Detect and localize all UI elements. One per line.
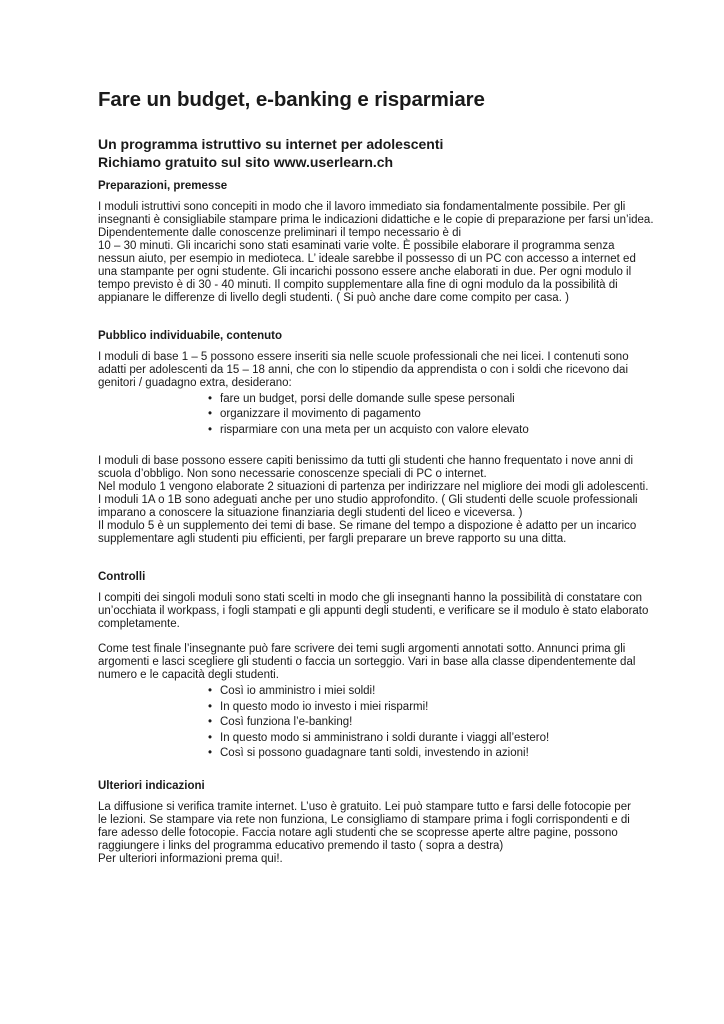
list-item bbox=[208, 392, 670, 408]
bullet-icon: • bbox=[208, 747, 213, 760]
bullet-icon: • bbox=[208, 685, 213, 698]
bullet-icon: • bbox=[208, 716, 213, 729]
bullet-list-pubblico bbox=[208, 392, 670, 439]
bullet-icon: • bbox=[208, 408, 213, 421]
section-text-controlli-1: I compiti dei singoli moduli sono stati scelti in modo che gli insegnanti hanno la possibilità di constatare con un’occhiata il workpass, i fogli stampati e gli appunti degli studenti, e verificare se il modulo è stato elaborato completamente. bbox=[98, 592, 649, 631]
bullet-icon: • bbox=[208, 392, 213, 405]
section-controlli bbox=[98, 570, 670, 762]
list-item-text: In questo modo io investo i miei risparmi! bbox=[220, 700, 429, 713]
list-item-text: fare un budget, porsi delle domande sulle spese personali bbox=[220, 392, 515, 405]
more-info-link[interactable]: Per ulteriori informazioni prema qui!. bbox=[98, 852, 283, 865]
bullet-list-controlli bbox=[208, 684, 670, 762]
list-item bbox=[208, 684, 670, 700]
section-heading-preparazioni: Preparazioni, premesse bbox=[98, 179, 228, 192]
list-item-text: Così si possono guadagnare tanti soldi, investendo in azioni! bbox=[220, 747, 529, 760]
subtitle-block bbox=[98, 135, 670, 171]
section-text-preparazioni: I moduli istruttivi sono concepiti in modo che il lavoro immediato sia fondamentalmente possibile. Per gli insegnanti è consigliabile stampare prima le indicazioni didattiche e le copie di preparazione per farsi un’idea. Dipendentemente dalle conoscenze preliminari il tempo necessario è di 10 – 30 minuti. Gli incarichi sono stati esaminati varie volte. È possibile elaborare il programma senza nessun aiuto, per esempio in medioteca. L’ ideale sarebbe il possesso di un PC con accesso a internet ed una stampante per ogni studente. Gli incarichi possono essere anche elaborati in due. Per ogni modulo il tempo previsto è di 30 - 40 minuti. Il compito supplementare alla fine di ogni modulo da la possibilità di appianare le differenze di livello degli studenti. ( Si può anche dare come compito per casa. ) bbox=[98, 200, 654, 304]
section-pubblico bbox=[98, 329, 670, 547]
section-heading-controlli: Controlli bbox=[98, 571, 146, 584]
section-heading-pubblico: Pubblico individuabile, contenuto bbox=[98, 329, 282, 342]
section-intro-pubblico: I moduli di base 1 – 5 possono essere inseriti sia nelle scuole professionali che nei licei. I contenuti sono adatti per adolescenti da 15 – 18 anni, che con lo stipendio da apprendista o con i soldi che ricevono dai genitori / guadagno extra, desiderano: bbox=[98, 350, 629, 389]
list-item-text: organizzare il movimento di pagamento bbox=[220, 408, 421, 421]
section-heading-ulteriori: Ulteriori indicazioni bbox=[98, 779, 205, 792]
bullet-icon: • bbox=[208, 700, 213, 713]
list-item bbox=[208, 700, 670, 716]
subtitle-line-1: Un programma istruttivo su internet per adolescenti bbox=[98, 135, 444, 152]
bullet-icon: • bbox=[208, 731, 213, 744]
document-title: Fare un budget, e-banking e risparmiare bbox=[98, 88, 485, 111]
list-item bbox=[208, 407, 670, 423]
document-page bbox=[98, 88, 670, 866]
list-item bbox=[208, 731, 670, 747]
list-item bbox=[208, 746, 670, 762]
list-item-text: Così funziona l’e-banking! bbox=[220, 716, 353, 729]
section-preparazioni bbox=[98, 179, 670, 305]
section-text-ulteriori: La diffusione si verifica tramite internet. L’uso è gratuito. Lei può stampare tutto e farsi delle fotocopie per le lezioni. Se stampare via rete non funziona, Le consigliamo di stampare prima i fogli corrispondenti e di fare adesso delle fotocopie. Faccia notare agli studenti che se scopresse aperte altre pagine, possono raggiungere i links del programma educativo premendo il tasto ( sopra a destra) bbox=[98, 800, 631, 852]
list-item-text: Così io amministro i miei soldi! bbox=[220, 685, 376, 698]
list-item-text: In questo modo si amministrano i soldi durante i viaggi all’estero! bbox=[220, 731, 550, 744]
list-item bbox=[208, 715, 670, 731]
list-item bbox=[208, 423, 670, 439]
bullet-icon: • bbox=[208, 423, 213, 436]
subtitle-line-2: Richiamo gratuito sul sito www.userlearn.ch bbox=[98, 153, 394, 170]
section-ulteriori bbox=[98, 779, 670, 866]
section-text-pubblico: I moduli di base possono essere capiti benissimo da tutti gli studenti che hanno frequentato i nove anni di scuola d’obbligo. Non sono necessarie conoscenze speciali di PC o internet. Nel modulo 1 vengono elaborate 2 situazioni di partenza per indirizzare nel migliore dei modi gli adolescenti. I moduli 1A o 1B sono adeguati anche per uno studio approfondito. ( Gli studenti delle scuole professionali imparano a conoscere la situazione finanziaria degli studenti del liceo e viceversa. ) Il modulo 5 è un supplemento dei temi di base. Se rimane del tempo a dispozione è adatto per un incarico supplementare agli studenti piu efficienti, per fargli preparare un breve rapporto su una ditta. bbox=[98, 455, 649, 546]
section-text-controlli-2: Come test finale l’insegnante può fare scrivere dei temi sugli argomenti annotati sotto. Annunci prima gli argomenti e lasci scegliere gli studenti o faccia un sorteggio. Vari in base alla classe dipendentemente dal numero e le capacità degli studenti. bbox=[98, 643, 636, 682]
list-item-text: risparmiare con una meta per un acquisto con valore elevato bbox=[220, 423, 529, 436]
